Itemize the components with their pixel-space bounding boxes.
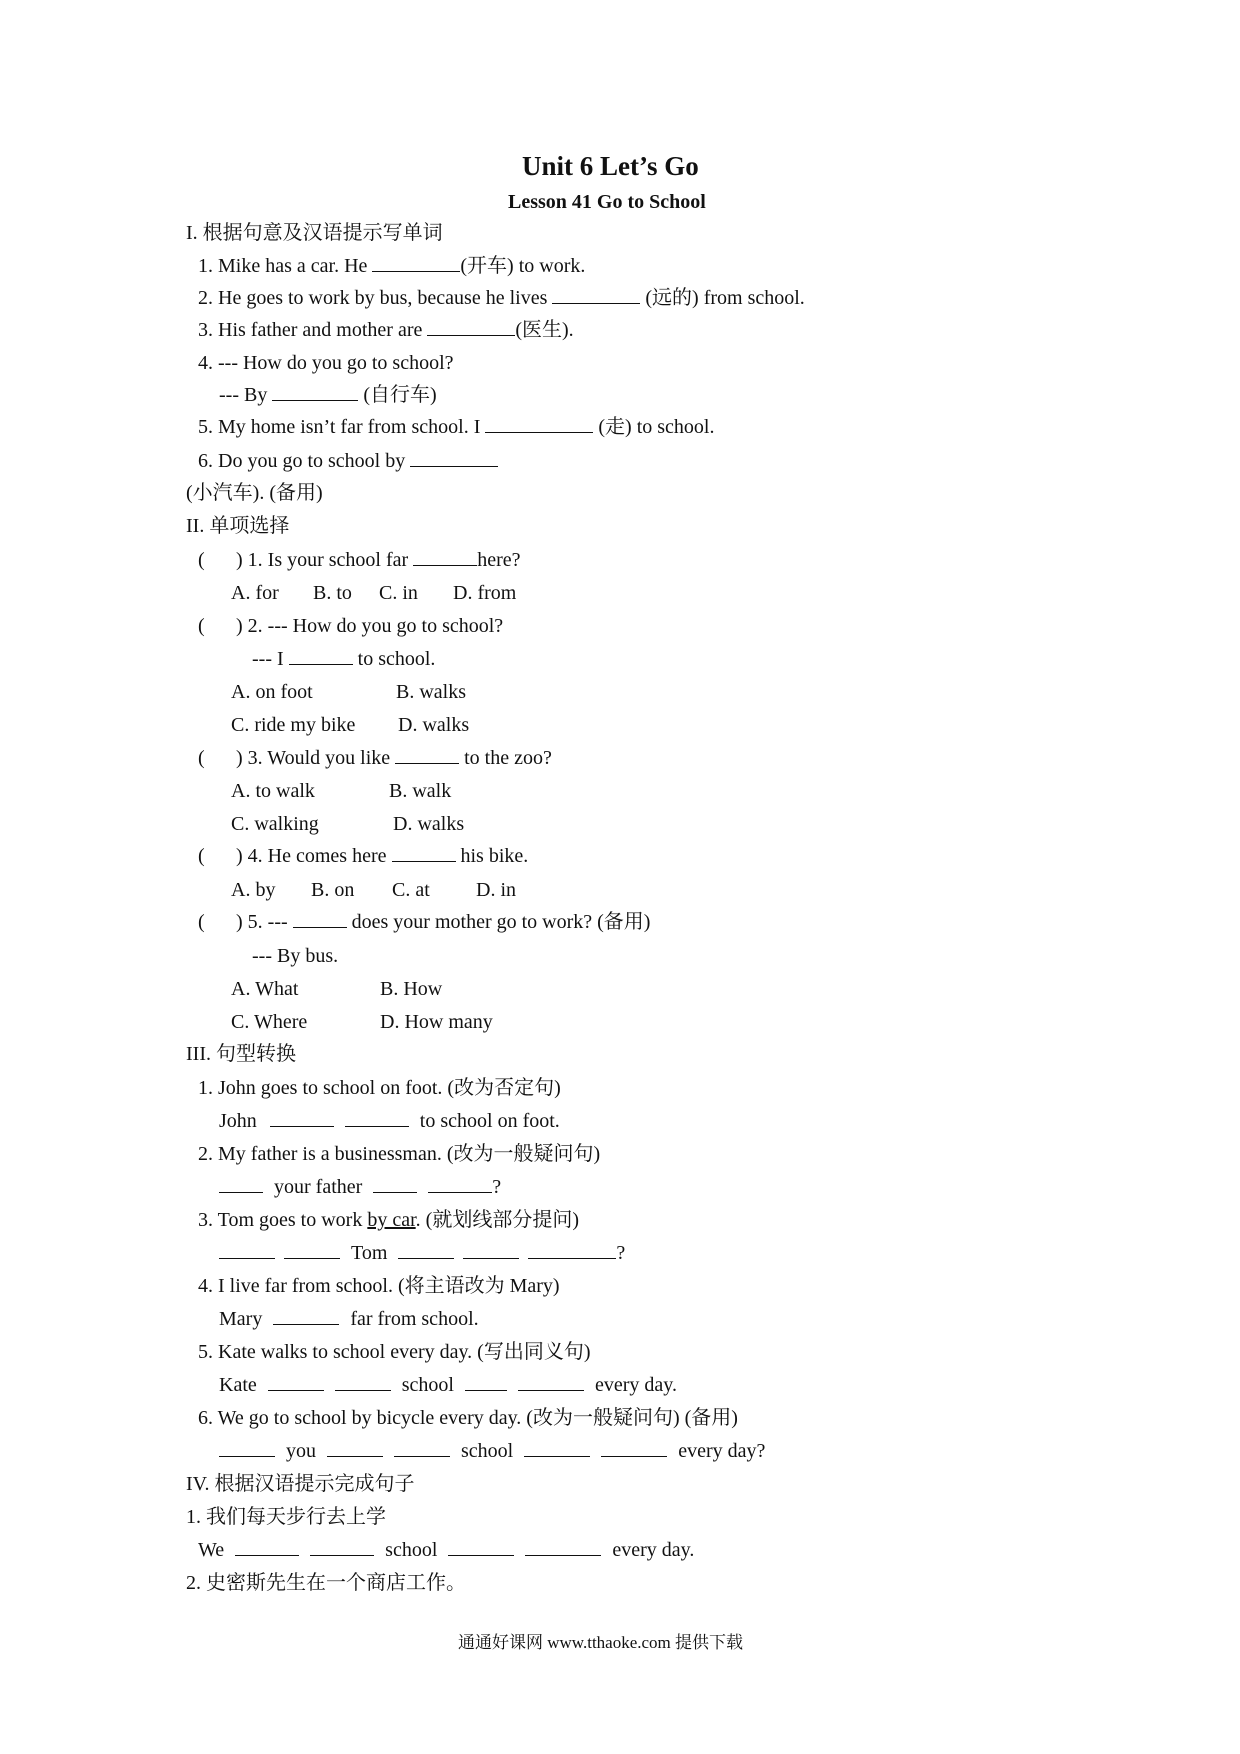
s1-q2-hint: (远的) from school. (645, 287, 805, 309)
answer-blank[interactable] (398, 1257, 454, 1259)
s1-q4-text: --- By (219, 384, 268, 406)
option-a[interactable]: A. to walk (231, 780, 315, 802)
s2-question-2: ) 2. --- How do you go to school? (236, 615, 504, 637)
s2-question-3 (236, 748, 552, 768)
option-d[interactable]: D. How many (380, 1011, 493, 1033)
s1-question-2 (198, 288, 805, 308)
option-a[interactable]: A. for (231, 582, 279, 604)
s1-q3-text: 3. His father and mother are (198, 319, 423, 341)
answer-blank[interactable] (219, 1191, 263, 1193)
s3-q2-ans-a: your father (274, 1176, 363, 1198)
s4-question-2: 2. 史密斯先生在一个商店工作。 (186, 1572, 466, 1594)
answer-blank[interactable] (465, 1389, 507, 1391)
answer-blank[interactable] (427, 334, 515, 336)
answer-blank[interactable] (219, 1455, 275, 1457)
s4-question-1: 1. 我们每天步行去上学 (186, 1506, 386, 1528)
s2-paren-4: ( (198, 845, 205, 867)
s1-question-1 (198, 256, 585, 276)
option-d[interactable]: D. walks (398, 714, 470, 736)
s3-question-6: 6. We go to school by bicycle every day. (改为一般疑问句) (备用) (198, 1407, 738, 1429)
s2-question-5-answer: --- By bus. (252, 945, 339, 967)
answer-blank[interactable] (268, 1389, 324, 1391)
footer-credit: 通通好课网 www.tthaoke.com 提供下载 (458, 1633, 744, 1652)
s2-q4-tail: his bike. (460, 845, 529, 867)
s3-answer-1 (219, 1111, 560, 1131)
s3-q5-ans-b: school (401, 1374, 454, 1396)
answer-blank[interactable] (289, 663, 353, 665)
s3-q6-ans-c: every day? (678, 1440, 766, 1462)
section-2-heading: II. 单项选择 (186, 515, 290, 537)
s1-q5-hint: (走) to school. (598, 416, 715, 438)
s3-q3-text: 3. Tom goes to work (198, 1209, 363, 1231)
s2-q1-text: ) 1. Is your school far (236, 549, 409, 571)
answer-blank[interactable] (273, 1323, 339, 1325)
answer-blank[interactable] (270, 1125, 334, 1127)
answer-blank[interactable] (284, 1257, 340, 1259)
option-a[interactable]: A. What (231, 978, 299, 1000)
s2-question-2-answer (252, 649, 435, 669)
s2-q5-tail: does your mother go to work? (备用) (351, 911, 651, 933)
option-c[interactable]: C. walking (231, 813, 319, 835)
option-c[interactable]: C. Where (231, 1011, 308, 1033)
s3-question-1: 1. John goes to school on foot. (改为否定句) (198, 1077, 561, 1099)
s3-q3-instruction: . (就划线部分提问) (415, 1209, 579, 1231)
s1-q4-hint: (自行车) (363, 384, 437, 406)
s1-q1-text: 1. Mike has a car. He (198, 255, 368, 277)
s2-paren-3: ( (198, 747, 205, 769)
s1-q2-text: 2. He goes to work by bus, because he lives (198, 287, 548, 309)
answer-blank[interactable] (219, 1257, 275, 1259)
s1-question-4: 4. --- How do you go to school? (198, 352, 454, 374)
s3-answer-2 (219, 1177, 501, 1197)
s1-question-3 (198, 320, 574, 340)
option-a[interactable]: A. by (231, 879, 276, 901)
option-b[interactable]: B. walk (389, 780, 452, 802)
s1-q5-text: 5. My home isn’t far from school. I (198, 416, 481, 438)
s4-answer-1 (198, 1540, 694, 1560)
answer-blank[interactable] (518, 1389, 584, 1391)
s2-q3-tail: to the zoo? (464, 747, 552, 769)
s3-q4-ans-a: Mary (219, 1308, 263, 1330)
answer-blank[interactable] (394, 1455, 450, 1457)
answer-blank[interactable] (413, 564, 477, 566)
option-d[interactable]: D. from (453, 582, 517, 604)
answer-blank[interactable] (310, 1554, 374, 1556)
s3-answer-4 (219, 1309, 479, 1329)
s3-question-2: 2. My father is a businessman. (改为一般疑问句) (198, 1143, 601, 1165)
answer-blank[interactable] (235, 1554, 299, 1556)
answer-blank[interactable] (327, 1455, 383, 1457)
s1-q3-hint: (医生). (515, 319, 574, 341)
s1-question-4-answer (219, 385, 437, 405)
answer-blank[interactable] (428, 1191, 492, 1193)
s4-q1-ans-a: We (198, 1539, 225, 1561)
s2-q4-text: ) 4. He comes here (236, 845, 387, 867)
answer-blank[interactable] (448, 1554, 514, 1556)
answer-blank[interactable] (463, 1257, 519, 1259)
answer-blank[interactable] (272, 399, 358, 401)
s2-paren-1: ( (198, 549, 205, 571)
section-3-heading: III. 句型转换 (186, 1043, 296, 1065)
option-d[interactable]: D. in (476, 879, 516, 901)
s3-q2-ans-b: ? (492, 1176, 502, 1198)
s3-question-3 (198, 1210, 579, 1230)
s1-question-5 (198, 417, 714, 437)
answer-blank[interactable] (395, 762, 459, 764)
s3-question-4: 4. I live far from school. (将主语改为 Mary) (198, 1275, 560, 1297)
s3-q1-ans-a: John (219, 1110, 257, 1132)
answer-blank[interactable] (293, 926, 347, 928)
option-d[interactable]: D. walks (393, 813, 465, 835)
s2-paren-5: ( (198, 911, 205, 933)
s2-question-5 (236, 912, 650, 932)
answer-blank[interactable] (345, 1125, 409, 1127)
s2-q2-ans-text: --- I (252, 648, 284, 670)
option-b[interactable]: B. on (311, 879, 355, 901)
s1-q6-text: 6. Do you go to school by (198, 450, 406, 472)
answer-blank[interactable] (528, 1257, 616, 1259)
s3-answer-6 (219, 1441, 765, 1461)
s3-q3-ans-a: Tom (351, 1242, 388, 1264)
answer-blank[interactable] (392, 860, 456, 862)
option-c[interactable]: C. at (392, 879, 430, 901)
answer-blank[interactable] (373, 1191, 417, 1193)
s2-q1-tail: here? (477, 549, 521, 571)
s2-paren-2: ( (198, 615, 205, 637)
s3-q6-ans-a: you (286, 1440, 316, 1462)
s3-q5-ans-c: every day. (594, 1374, 677, 1396)
s3-answer-5 (219, 1375, 677, 1395)
option-b[interactable]: B. to (313, 582, 352, 604)
s3-q4-ans-b: far from school. (350, 1308, 479, 1330)
s1-question-6-cont: (小汽车). (备用) (186, 482, 323, 504)
answer-blank[interactable] (525, 1554, 601, 1556)
s1-q1-hint: (开车) to work. (460, 255, 586, 277)
section-4-heading: IV. 根据汉语提示完成句子 (186, 1473, 415, 1495)
option-c[interactable]: C. ride my bike (231, 714, 356, 736)
s4-q1-ans-c: every day. (612, 1539, 695, 1561)
option-b[interactable]: B. How (380, 978, 443, 1000)
s1-question-6 (198, 451, 498, 471)
lesson-subtitle: Lesson 41 Go to School (508, 191, 706, 213)
s3-q3-ans-b: ? (616, 1242, 626, 1264)
s4-q1-ans-b: school (385, 1539, 438, 1561)
answer-blank[interactable] (524, 1455, 590, 1457)
answer-blank[interactable] (601, 1455, 667, 1457)
s3-q3-underlined: by car (367, 1209, 416, 1231)
s2-q3-text: ) 3. Would you like (236, 747, 391, 769)
s3-answer-3 (219, 1243, 625, 1263)
option-c[interactable]: C. in (379, 582, 418, 604)
s2-q5-text: ) 5. --- (236, 911, 288, 933)
s3-question-5: 5. Kate walks to school every day. (写出同义句) (198, 1341, 591, 1363)
s2-q2-ans-tail: to school. (357, 648, 436, 670)
answer-blank[interactable] (485, 431, 593, 433)
s3-q1-ans-b: to school on foot. (419, 1110, 560, 1132)
s3-q6-ans-b: school (461, 1440, 514, 1462)
page-title: Unit 6 Let’s Go (522, 151, 699, 181)
answer-blank[interactable] (410, 465, 498, 467)
s3-q5-ans-a: Kate (219, 1374, 257, 1396)
answer-blank[interactable] (372, 270, 460, 272)
option-a[interactable]: A. on foot (231, 681, 313, 703)
option-b[interactable]: B. walks (396, 681, 466, 703)
answer-blank[interactable] (335, 1389, 391, 1391)
s2-question-1 (236, 550, 520, 570)
section-1-heading: I. 根据句意及汉语提示写单词 (186, 222, 443, 244)
s2-question-4 (236, 846, 528, 866)
answer-blank[interactable] (552, 302, 640, 304)
